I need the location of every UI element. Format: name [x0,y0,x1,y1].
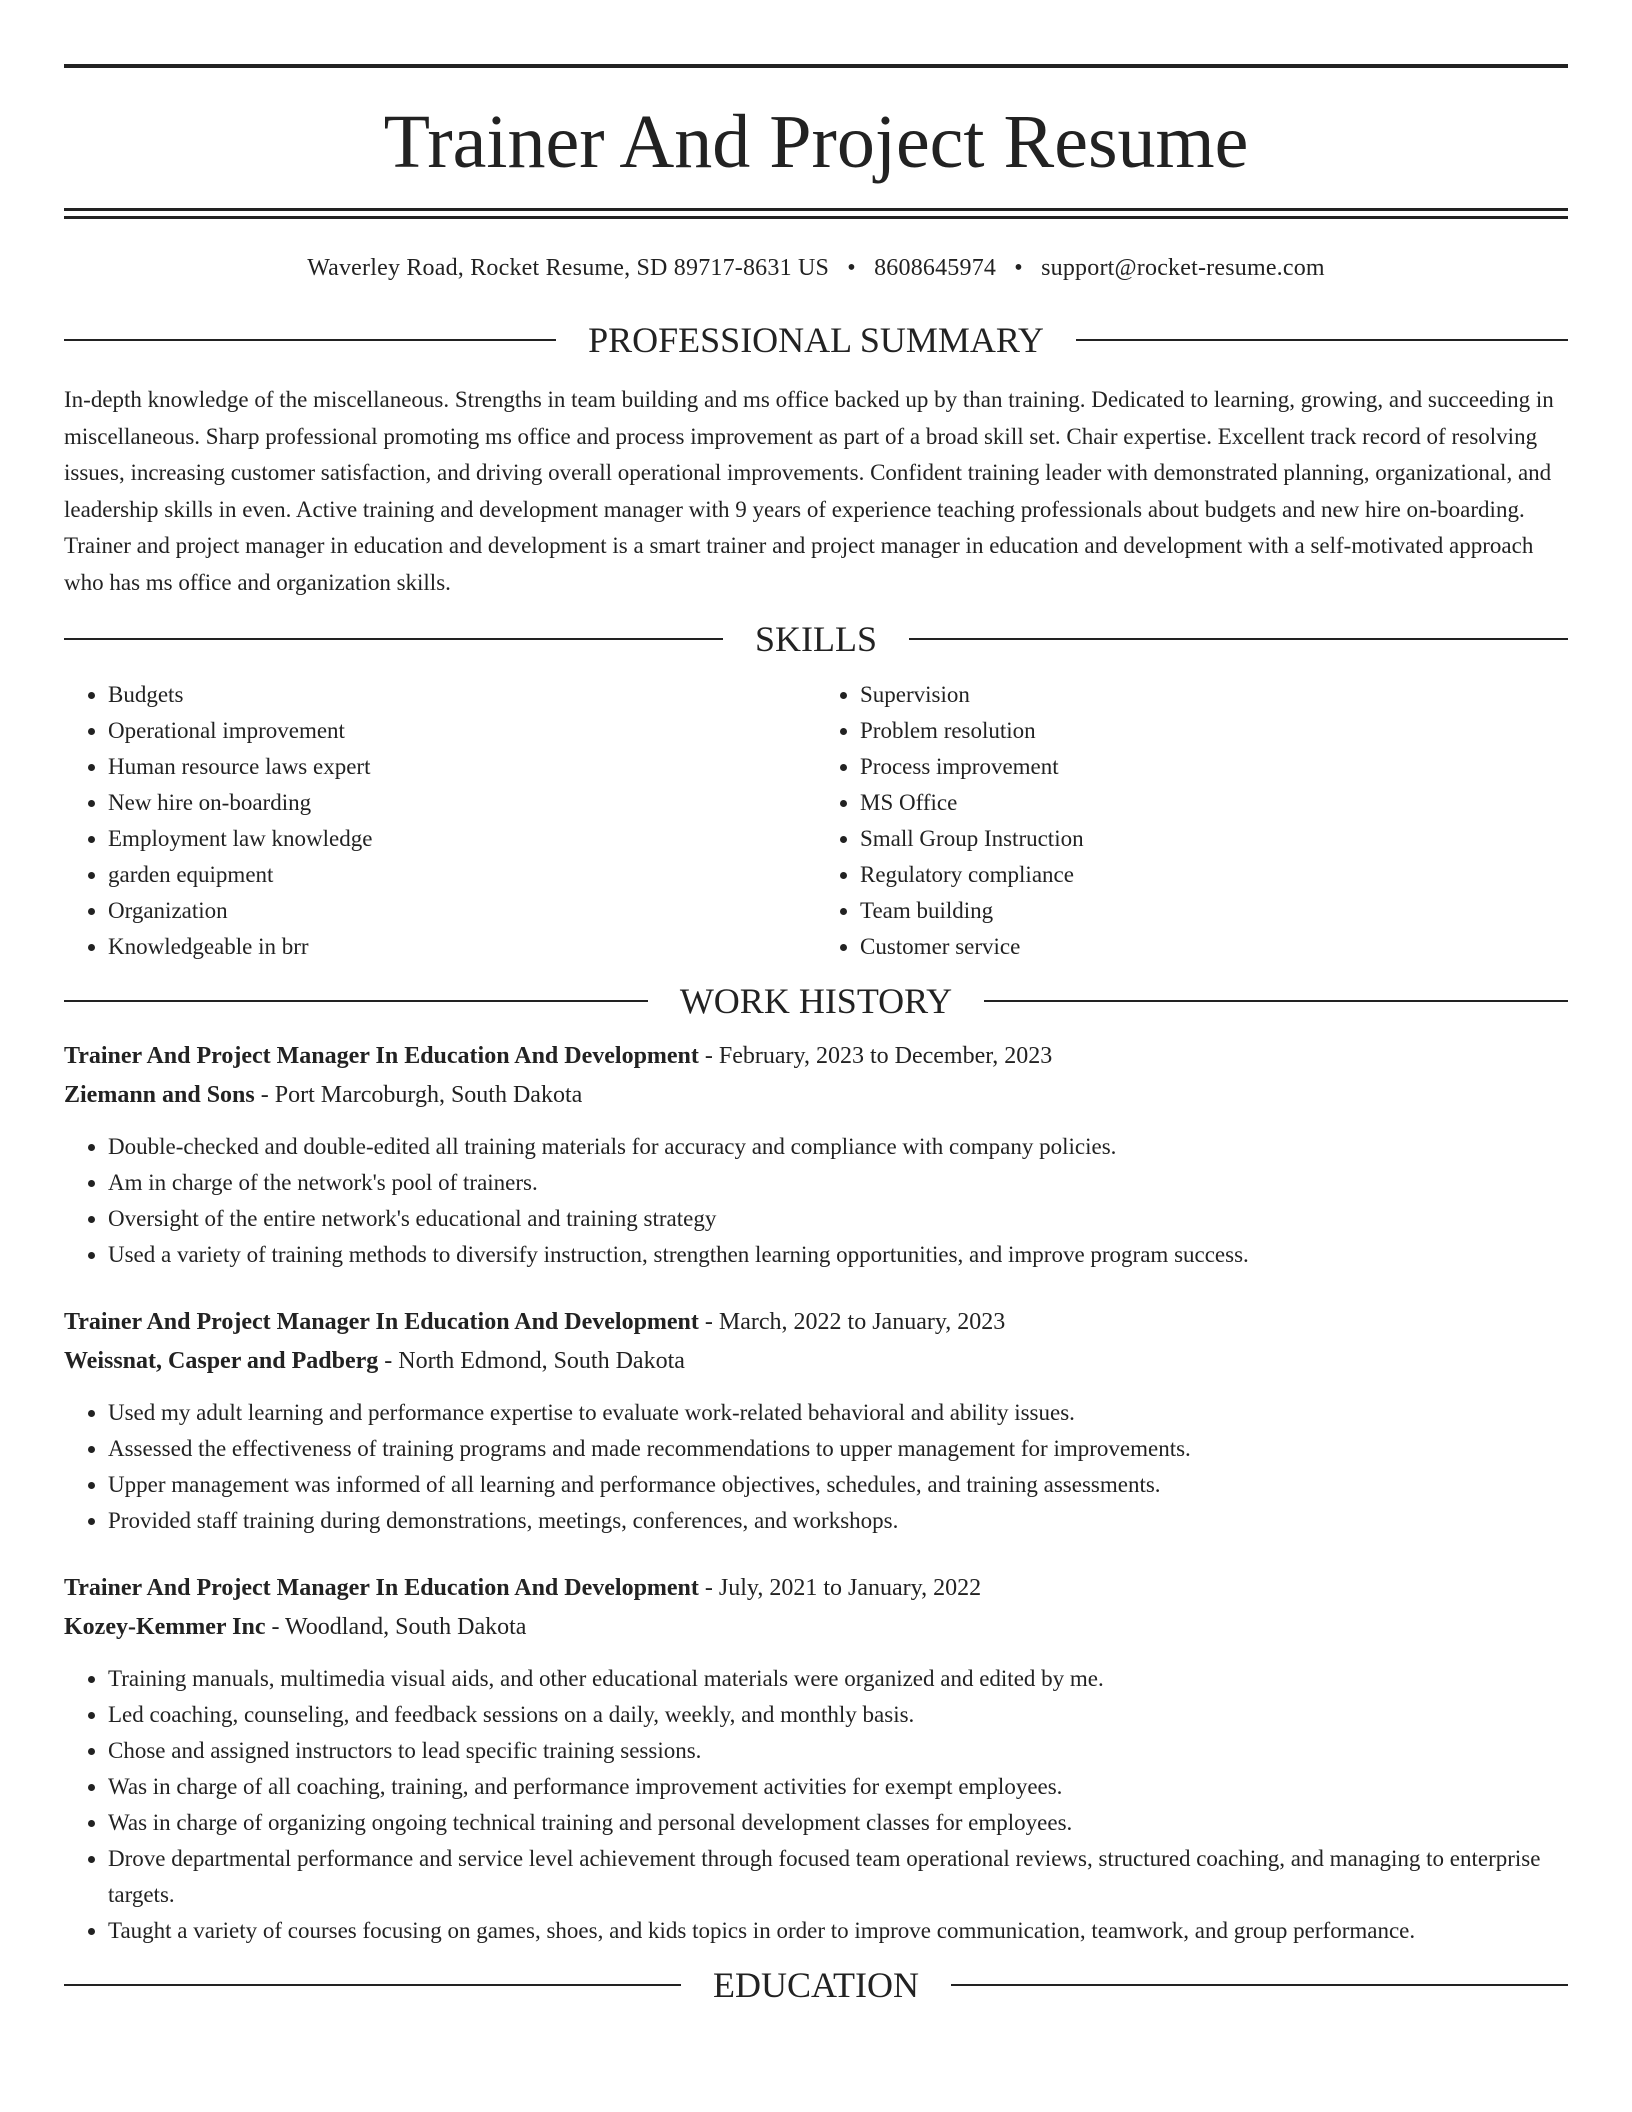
contact-address: Waverley Road, Rocket Resume, SD 89717-8631 US [307,255,830,281]
contact-phone: 8608645974 [874,255,997,281]
job-bullet: • Chose and assigned instructors to lead specific training sessions. [108,1733,1568,1769]
job-location: - Port Marcoburgh, South Dakota [254,1082,583,1108]
job-company-line [64,1608,1568,1647]
job-bullet: • Assessed the effectiveness of training programs and made recommendations to upper management for improvements. [108,1431,1568,1467]
contact-email: support@rocket-resume.com [1041,255,1325,281]
job-bullet: • Training manuals, multimedia visual aids, and other educational materials were organized and edited by me. [108,1661,1568,1697]
heading-rule-right [1076,339,1568,341]
skill-item: • garden equipment [108,857,816,893]
skills-column-left [64,677,816,965]
job-bullet: • Was in charge of all coaching, training, and performance improvement activities for exempt employees. [108,1769,1568,1805]
job-bullets [64,1395,1568,1539]
job-company: Kozey-Kemmer Inc [64,1614,266,1640]
job-title-line [64,1303,1568,1342]
job-bullet: • Used my adult learning and performance expertise to evaluate work-related behavioral and ability issues. [108,1395,1568,1431]
summary-title: PROFESSIONAL SUMMARY [588,320,1044,360]
job-entry [64,1303,1568,1539]
job-bullet: • Was in charge of organizing ongoing technical training and personal development classes for employees. [108,1805,1568,1841]
job-bullet: • Used a variety of training methods to diversify instruction, strengthen learning opportunities, and improve program success. [108,1237,1568,1273]
heading-rule-left [64,638,723,640]
skill-item: • Process improvement [860,749,1568,785]
skill-item: • Problem resolution [860,713,1568,749]
job-bullet: • Drove departmental performance and service level achievement through focused team operational reviews, structured coaching, and managing to enterprise targets. [108,1841,1568,1913]
job-bullet: • Double-checked and double-edited all training materials for accuracy and compliance with company policies. [108,1129,1568,1165]
work-history-heading [64,983,1568,1019]
job-title: Trainer And Project Manager In Education And Development [64,1575,699,1601]
heading-rule-right [984,1000,1568,1002]
education-heading [64,1967,1568,2003]
title-double-rule [64,208,1568,219]
summary-heading [64,322,1568,358]
resume-page [64,0,1568,2003]
job-company: Weissnat, Casper and Padberg [64,1348,379,1374]
skill-item: • Budgets [108,677,816,713]
resume-title: Trainer And Project Resume [383,100,1249,184]
job-dates: - March, 2022 to January, 2023 [698,1309,1006,1335]
job-title-line [64,1037,1568,1076]
skills-title: SKILLS [755,619,878,659]
skill-item: • Operational improvement [108,713,816,749]
job-company-line [64,1342,1568,1381]
heading-rule-right [909,638,1568,640]
heading-rule-right [951,1984,1568,1986]
job-bullet: • Am in charge of the network's pool of trainers. [108,1165,1568,1201]
heading-rule-left [64,339,556,341]
contact-line [64,255,1568,282]
work-history-title: WORK HISTORY [679,981,953,1021]
skills-column-right [816,677,1568,965]
heading-rule-left [64,1984,681,1986]
job-location: - Woodland, South Dakota [265,1614,527,1640]
job-title: Trainer And Project Manager In Education And Development [64,1043,699,1069]
contact-separator: • [847,255,856,281]
job-title: Trainer And Project Manager In Education And Development [64,1309,699,1335]
job-dates: - February, 2023 to December, 2023 [698,1043,1053,1069]
job-title-line [64,1569,1568,1608]
skill-item: • Employment law knowledge [108,821,816,857]
job-bullets [64,1129,1568,1273]
skill-item: • Human resource laws expert [108,749,816,785]
job-location: - North Edmond, South Dakota [378,1348,685,1374]
job-bullet: • Oversight of the entire network's educational and training strategy [108,1201,1568,1237]
skill-item: • Regulatory compliance [860,857,1568,893]
top-rule [64,64,1568,68]
job-company: Ziemann and Sons [64,1082,255,1108]
skills-heading [64,621,1568,657]
job-entry [64,1037,1568,1273]
job-entry [64,1569,1568,1949]
skill-item: • New hire on-boarding [108,785,816,821]
job-bullet: • Upper management was informed of all learning and performance objectives, schedules, and training assessments. [108,1467,1568,1503]
job-bullets [64,1661,1568,1949]
job-bullet: • Provided staff training during demonstrations, meetings, conferences, and workshops. [108,1503,1568,1539]
job-company-line [64,1076,1568,1115]
contact-separator: • [1014,255,1023,281]
summary-text: In-depth knowledge of the miscellaneous. Strengths in team building and ms office backed up by than training. Dedicated to learning, growing, and succeeding in miscellaneous. Sharp professional promoting ms office and process improvement as part of a broad skill set. Chair expertise. Excellent track record of resolving issues, increasing customer satisfaction, and driving overall operational improvements. Confident training leader with demonstrated planning, organizational, and leadership skills in even. Active training and development manager with 9 years of experience teaching professionals about budgets and new hire on-boarding. Trainer and project manager in education and development is a smart trainer and project manager in education and development with a self-motivated approach who has ms office and organization skills. [64,387,1554,595]
job-bullet: • Taught a variety of courses focusing on games, shoes, and kids topics in order to improve communication, teamwork, and group performance. [108,1913,1568,1949]
skill-item: • Small Group Instruction [860,821,1568,857]
heading-rule-left [64,1000,648,1002]
skill-item: • Team building [860,893,1568,929]
skill-item: • Supervision [860,677,1568,713]
skill-item: • Knowledgeable in brr [108,929,816,965]
skill-item: • MS Office [860,785,1568,821]
skill-item: • Customer service [860,929,1568,965]
job-bullet: • Led coaching, counseling, and feedback sessions on a daily, weekly, and monthly basis. [108,1697,1568,1733]
education-title: EDUCATION [713,1965,919,2005]
skill-item: • Organization [108,893,816,929]
job-dates: - July, 2021 to January, 2022 [698,1575,982,1601]
skills-list [64,677,1568,965]
